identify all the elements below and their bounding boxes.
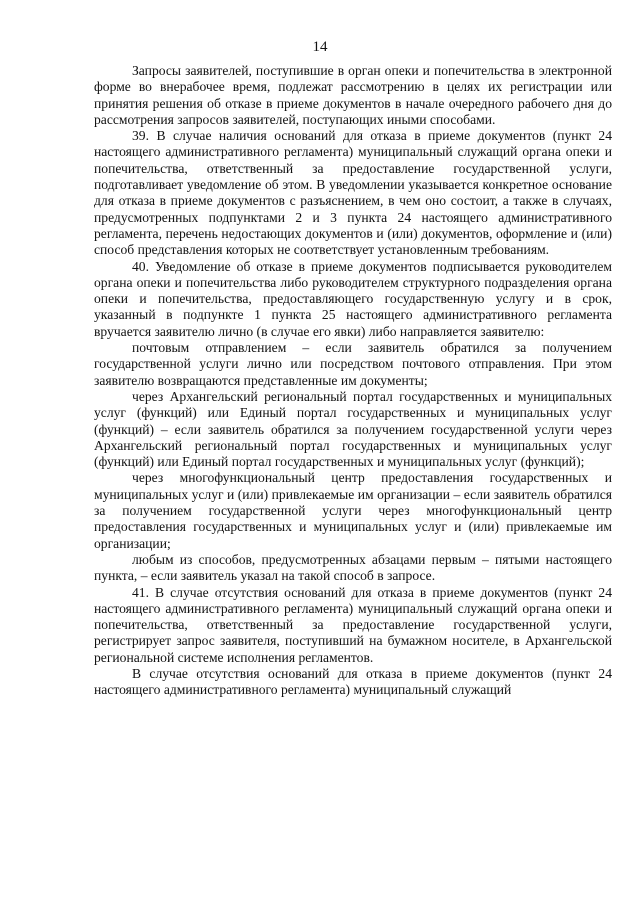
- paragraph-by-post: почтовым отправлением – если заявитель обратился за получением государственной услуги лично или посредством почтового отправления. При этом заявителю возвращаются представленные им документы;: [94, 340, 612, 388]
- body-text: [94, 63, 612, 699]
- paragraph-any-method: любым из способов, предусмотренных абзацами первым – пятыми настоящего пункта, – если заявитель указал на такой способ в запросе.: [94, 551, 612, 584]
- paragraph-39-refusal-grounds: 39. В случае наличия оснований для отказа в приеме документов (пункт 24 настоящего административного регламента) муниципальный служащий органа опеки и попечительства, ответственный за предоставление государственной услуги, подготавливает уведомление об этом. В уведомлении указывается конкретное основание для отказа в приеме документов с разъяснением, в чем оно состоит, а также в случаях, предусмотренных подпунктами 2 и 3 пункта 24 настоящего административного регламента, перечень недостающих документов и (или) документов, оформление и (или) способ представления которых не соответствует установленным требованиям.: [94, 128, 612, 258]
- paragraph-41-registration: 41. В случае отсутствия оснований для отказа в приеме документов (пункт 24 настоящего административного регламента) муниципальный служащий органа опеки и попечительства, ответственный за предоставление государственной услуги, регистрирует запрос заявителя, поступивший на бумажном носителе, в Архангельской региональной системе исполнения регламентов.: [94, 584, 612, 665]
- paragraph-requests-after-hours: Запросы заявителей, поступившие в орган опеки и попечительства в электронной форме во внерабочее время, подлежат рассмотрению в целях их регистрации или принятия решения об отказе в приеме документов в начале очередного рабочего дня до рассмотрения запросов заявителей, поступающих иными способами.: [94, 63, 612, 127]
- paragraph-via-portal: через Архангельский региональный портал государственных и муниципальных услуг (функций) или Единый портал государственных и муниципальных услуг (функций) – если заявитель обратился за получением государственной услуги через Архангельский региональный портал государственных и муниципальных услуг (функций) или Единый портал государственных и муниципальных услуг (функций);: [94, 388, 612, 470]
- paragraph-40-refusal-notice: 40. Уведомление об отказе в приеме документов подписывается руководителем органа опеки и попечительства либо руководителем структурного подразделения органа опеки и попечительства, предоставляющего государственную услугу и в срок, указанный в подпункте 1 пункта 25 настоящего административного регламента вручается заявителю лично (в случае его явки) либо направляется заявителю:: [94, 258, 612, 339]
- page-number: 14: [312, 39, 328, 55]
- paragraph-via-mfc: через многофункциональный центр предоставления государственных и муниципальных услуг и (или) привлекаемые им организации – если заявитель обратился за получением государственной услуги через многофункциональный центр предоставления государственных и муниципальных услуг и (или) привлекаемые им организации;: [94, 470, 612, 551]
- paragraph-no-grounds-continued: В случае отсутствия оснований для отказа в приеме документов (пункт 24 настоящего административного регламента) муниципальный служащий: [94, 665, 612, 698]
